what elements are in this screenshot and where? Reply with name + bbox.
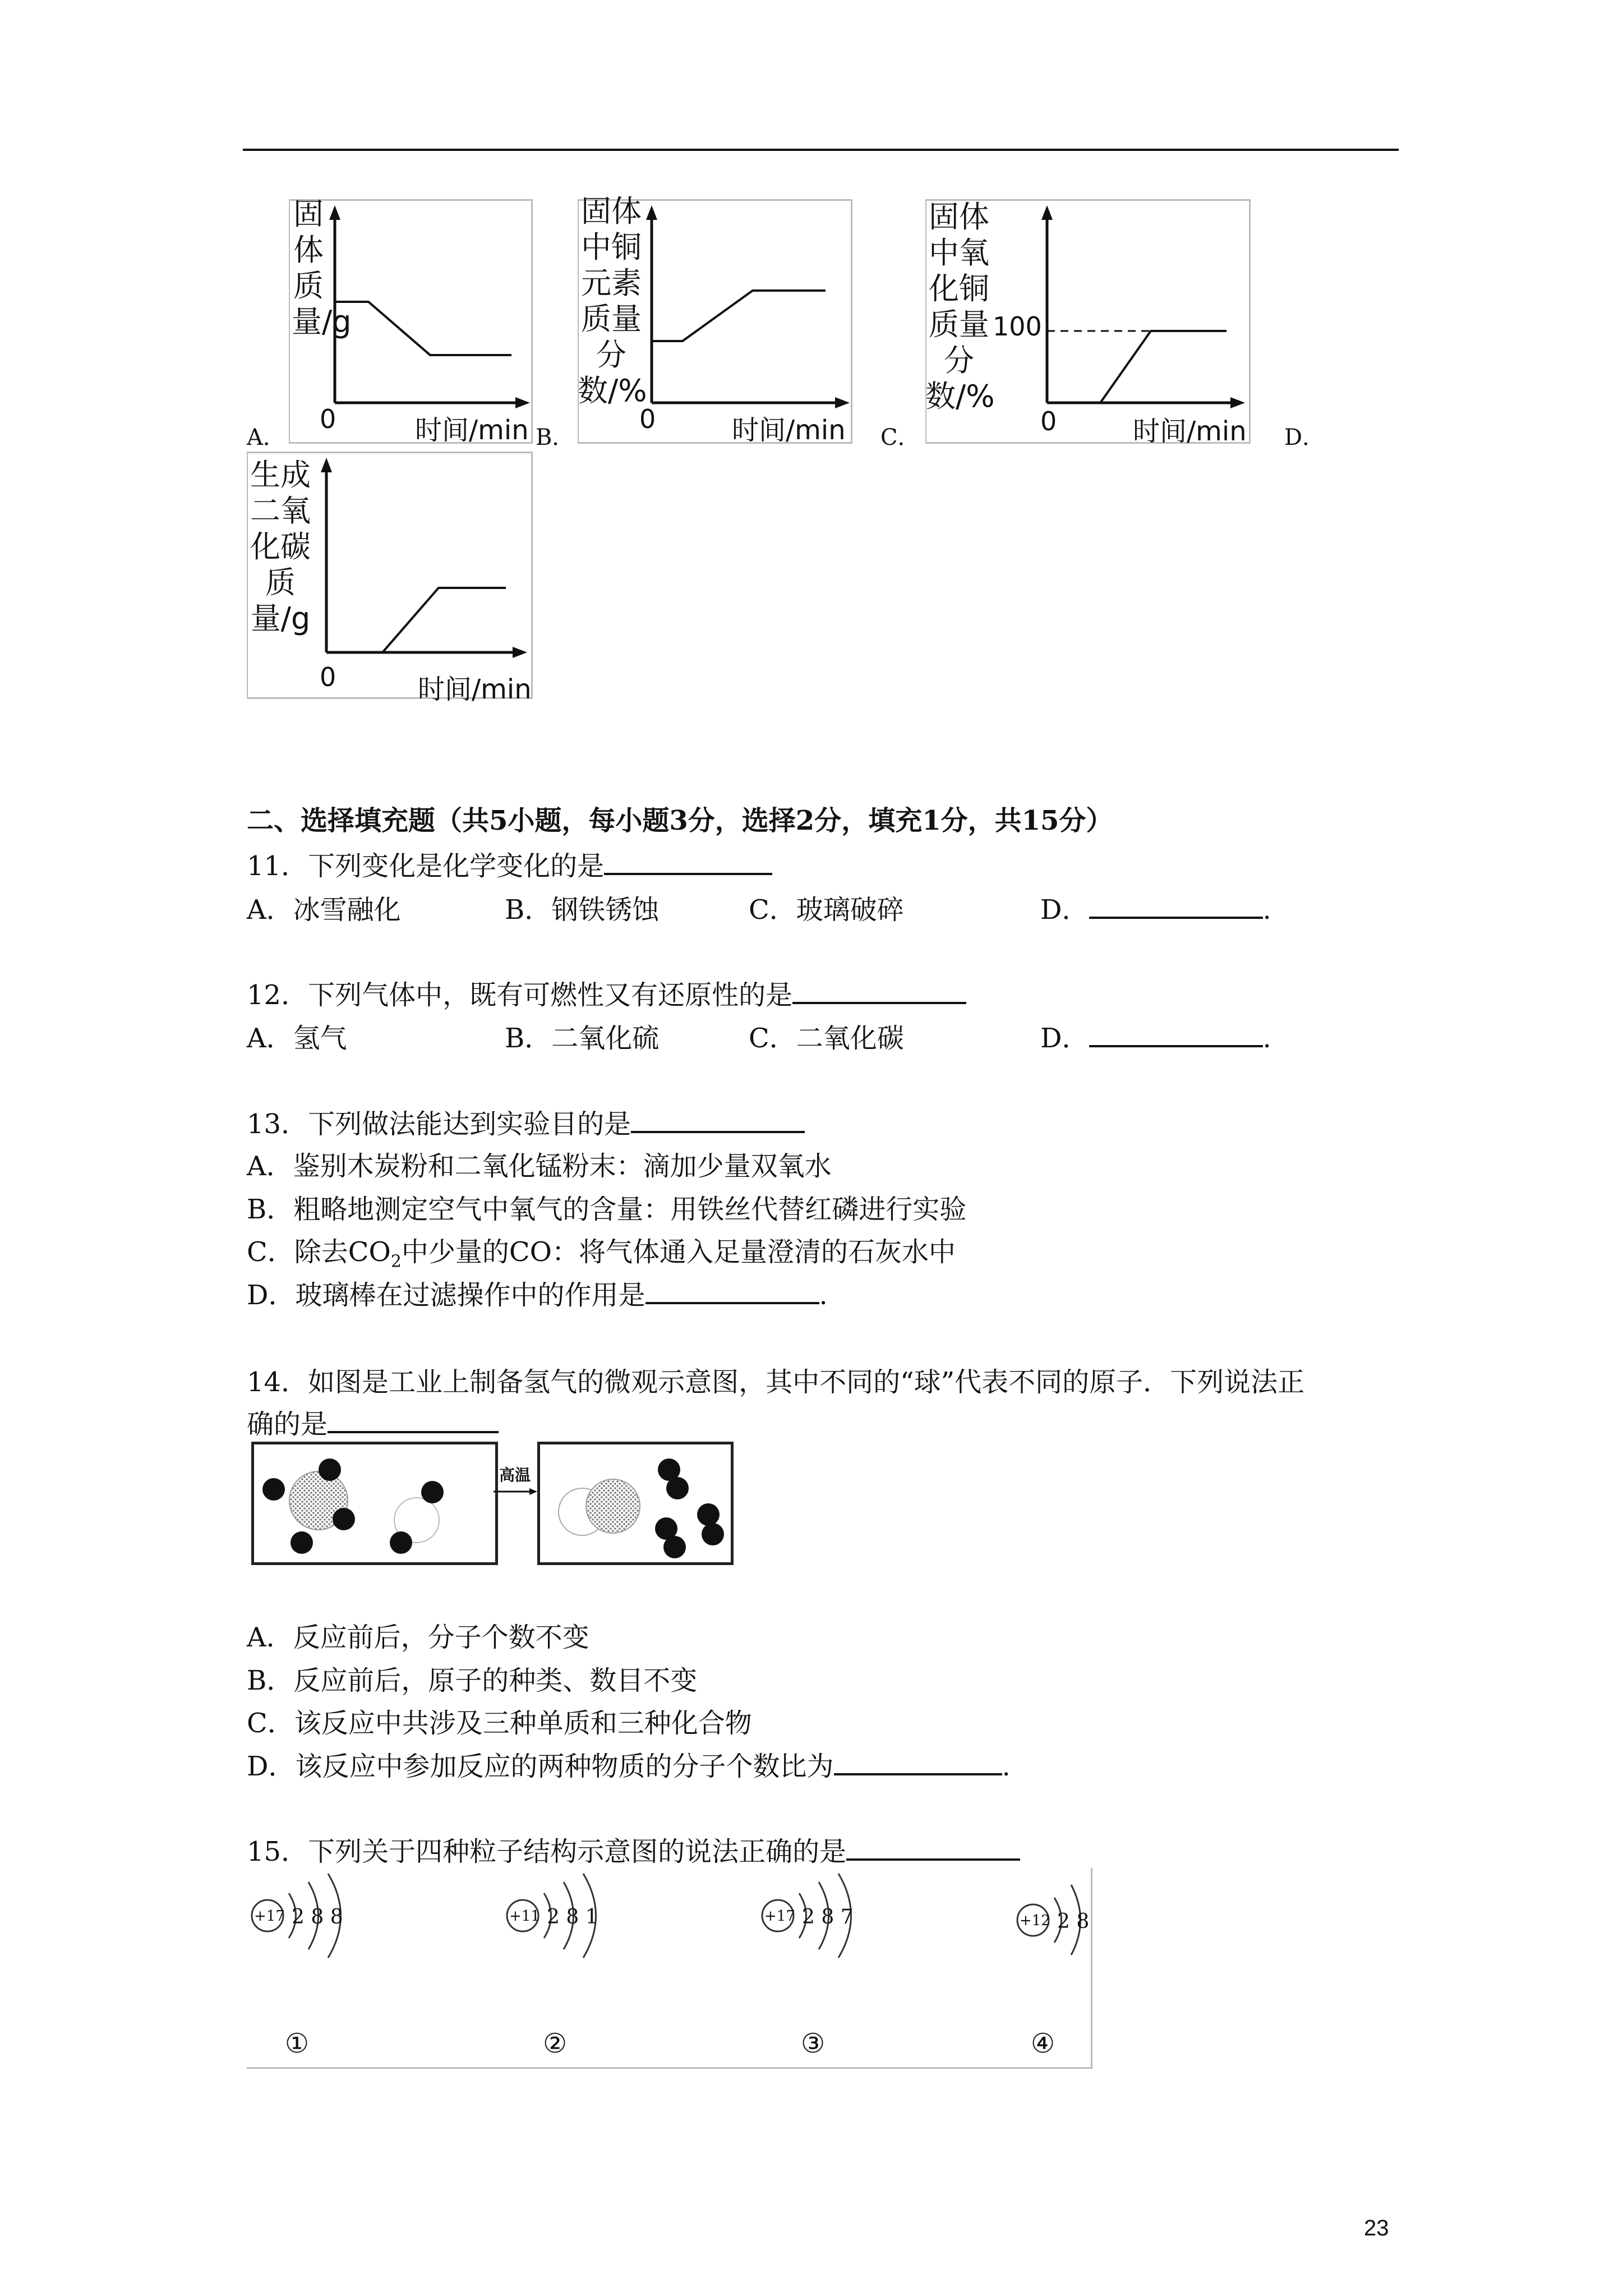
particle-1-structure (250, 1871, 362, 1961)
q12-option-d-blank[interactable] (1089, 1023, 1263, 1047)
particle-1-label: ① (285, 2028, 310, 2059)
q13-stem (247, 1102, 805, 1141)
q14-option-b: B．反应前后，原子的种类、数目不变 (247, 1665, 698, 1696)
chart-d-letter: D． (1284, 425, 1325, 450)
q11-option-b: B．钢铁锈蚀 (505, 894, 660, 926)
q12-answer-blank[interactable] (792, 979, 966, 1004)
particle-diagram-frame (247, 1868, 1092, 2069)
q13-option-b: B．粗略地测定空气中氧气的含量：用铁丝代替红磷进行实验 (247, 1194, 967, 1225)
chart-c-ylabel: 固体中氧化铜质量分数/% (925, 199, 995, 414)
q11-option-c: C．玻璃破碎 (749, 894, 904, 926)
chart-c-letter: C． (880, 425, 920, 450)
particle-1-nucleus: +17 (254, 1908, 285, 1925)
q14-option-d-end: . (1002, 1751, 1011, 1782)
reactants-box (251, 1442, 498, 1565)
chart-a-ylabel: 固体质量/g (292, 196, 352, 339)
section-2-heading: 二、选择填充题（共5小题，每小题3分，选择2分，填充1分，共15分） (247, 805, 1113, 836)
particle-2-structure (505, 1871, 617, 1961)
q11-stem-text: 11．下列变化是化学变化的是 (247, 850, 605, 882)
chart-c-origin: 0 (1040, 406, 1057, 436)
q13-option-c-post: 中少量的CO：将气体通入足量澄清的石灰水中 (401, 1236, 956, 1268)
q14-stem-text: 确的是 (247, 1409, 328, 1440)
q12-stem (247, 973, 966, 1012)
q11-option-d (1040, 888, 1271, 927)
q15-answer-blank[interactable] (846, 1836, 1020, 1861)
q12-option-c: C．二氧化碳 (749, 1023, 904, 1054)
q13-option-a: A．鉴别木炭粉和二氧化锰粉末：滴加少量双氧水 (247, 1151, 832, 1182)
particle-3-structure (760, 1871, 872, 1961)
particle-3-shells: 2 8 7 (802, 1906, 854, 1929)
q11-option-d-label: D． (1040, 894, 1089, 926)
q14-stem-line2 (247, 1402, 499, 1441)
particle-2-nucleus: +11 (509, 1908, 540, 1925)
q13-option-d (247, 1273, 828, 1312)
q11-option-d-end: . (1262, 894, 1271, 926)
q14-option-d-blank[interactable] (834, 1751, 1002, 1775)
q11-answer-blank[interactable] (604, 850, 772, 875)
q13-stem-text: 13．下列做法能达到实验目的是 (247, 1108, 631, 1140)
particle-2-shells: 2 8 1 (547, 1906, 598, 1929)
q14-option-a: A．反应前后，分子个数不变 (247, 1622, 589, 1653)
chart-b-letter: B． (536, 425, 575, 450)
q12-option-d (1040, 1016, 1271, 1055)
q13-option-c (247, 1230, 956, 1272)
q13-answer-blank[interactable] (631, 1108, 805, 1133)
chart-c-xlabel: 时间/min (1133, 416, 1247, 447)
q14-answer-blank[interactable] (328, 1409, 499, 1433)
q14-option-d (247, 1745, 1011, 1783)
q12-option-d-end: . (1262, 1023, 1271, 1054)
particle-3-nucleus: +17 (764, 1908, 795, 1925)
particle-3-label: ③ (801, 2028, 826, 2059)
reaction-condition: 高温 (499, 1466, 531, 1484)
q11-option-d-blank[interactable] (1089, 894, 1263, 919)
q13-option-d-end: . (819, 1280, 828, 1311)
q13-option-c-sub: 2 (390, 1251, 402, 1272)
chart-b-ylabel: 固体中铜元素质量分数/% (578, 194, 647, 408)
q12-option-d-label: D． (1040, 1023, 1089, 1054)
chart-a-letter: A． (247, 425, 285, 450)
q13-option-c-pre: C．除去CO (247, 1236, 391, 1268)
particle-4-shells: 2 8 (1057, 1910, 1090, 1933)
chart-d-ylabel: 生成二氧化碳质量/g (250, 457, 311, 636)
q12-stem-text: 12．下列气体中，既有可燃性又有还原性的是 (247, 979, 793, 1011)
q13-option-d-blank[interactable] (645, 1280, 819, 1304)
chart-b-origin: 0 (639, 404, 656, 434)
q12-option-a: A．氢气 (247, 1023, 347, 1054)
particle-1-shells: 2 8 8 (292, 1906, 343, 1929)
chart-a-xlabel: 时间/min (415, 415, 529, 446)
chart-d-origin: 0 (320, 662, 336, 692)
q14-option-d-label: D．该反应中参加反应的两种物质的分子个数比为 (247, 1751, 834, 1782)
particle-2-label: ② (543, 2028, 568, 2059)
products-box (537, 1442, 734, 1565)
q15-stem-text: 15．下列关于四种粒子结构示意图的说法正确的是 (247, 1836, 847, 1867)
q14-stem-line1: 14．如图是工业上制备氢气的微观示意图，其中不同的“球”代表不同的原子．下列说法正 (247, 1366, 1305, 1398)
particle-4-label: ④ (1031, 2028, 1055, 2059)
chart-c-tick-100: 100 (993, 311, 1042, 342)
q13-option-d-label: D．玻璃棒在过滤操作中的作用是 (247, 1280, 645, 1311)
particle-4-nucleus: +12 (1020, 1912, 1050, 1929)
q12-option-b: B．二氧化硫 (505, 1023, 660, 1054)
q14-option-c: C．该反应中共涉及三种单质和三种化合物 (247, 1708, 752, 1739)
particle-4-structure (1009, 1871, 1091, 1961)
page-number: 23 (1364, 2216, 1389, 2240)
chart-b-xlabel: 时间/min (732, 415, 846, 446)
q15-stem (247, 1830, 1020, 1869)
chart-a-origin: 0 (320, 404, 336, 434)
q11-option-a: A．冰雪融化 (247, 894, 401, 926)
q11-stem (247, 844, 772, 883)
header-rule (243, 149, 1399, 151)
chart-d-xlabel: 时间/min (418, 674, 532, 705)
